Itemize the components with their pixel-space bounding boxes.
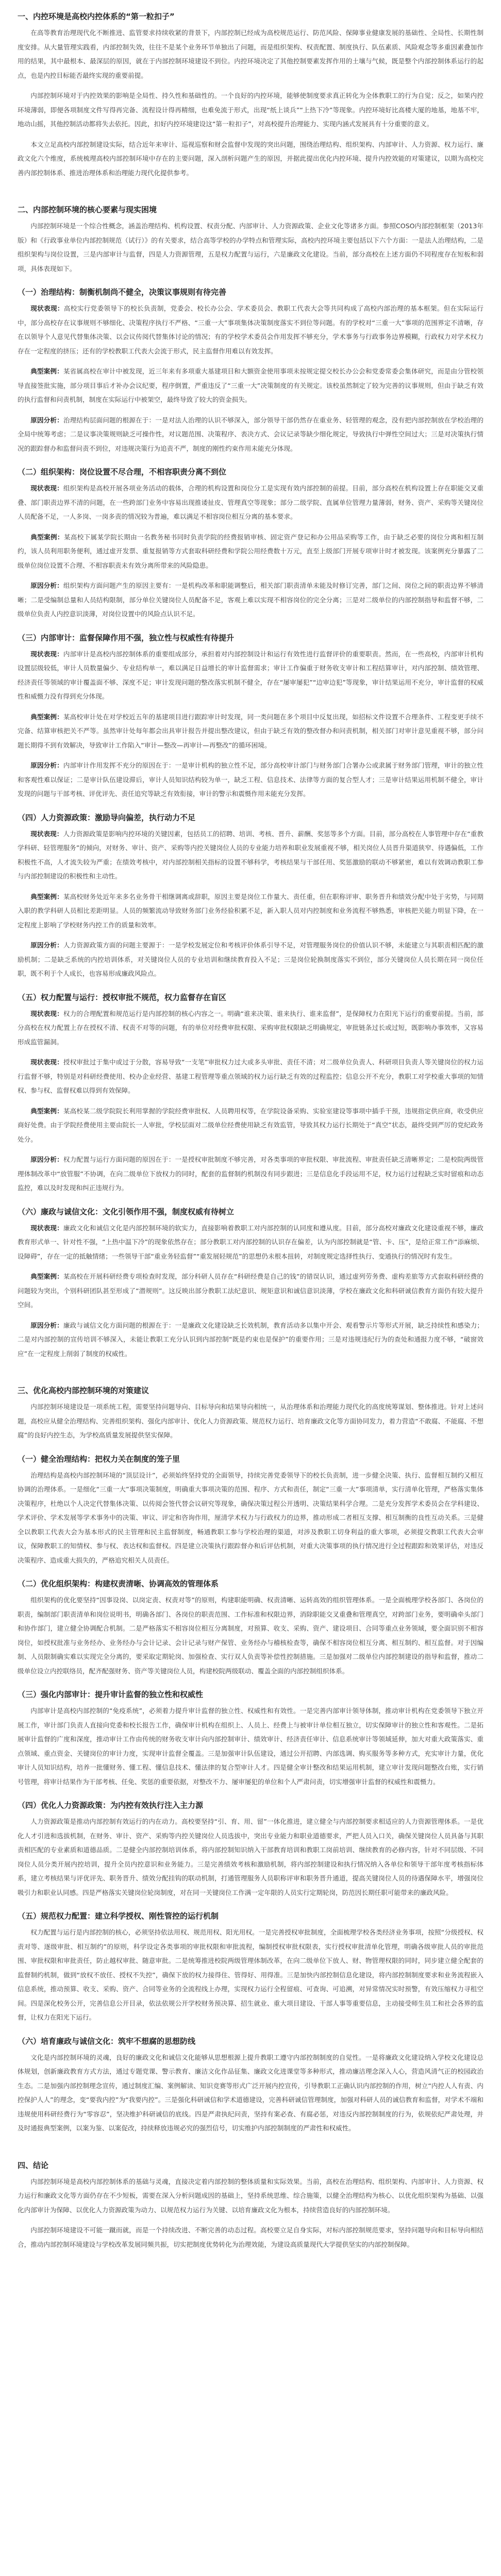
subsection-heading: （三）内部审计：监督保障作用不强，独立性与权威性有待提升 xyxy=(18,633,235,642)
paragraph xyxy=(18,1269,483,1312)
subsection-heading: （三）强化内部审计：提升审计监督的独立性和权威性 xyxy=(18,1690,204,1699)
paragraph-lead-label: 原因分析： xyxy=(30,582,63,589)
paragraph xyxy=(18,1593,483,1678)
paragraph xyxy=(18,1153,483,1195)
paragraph-lead-label: 原因分析： xyxy=(30,1156,63,1163)
paragraph xyxy=(18,647,483,704)
paragraph xyxy=(18,1704,483,1789)
paragraph xyxy=(18,1104,483,1147)
paragraph xyxy=(18,1221,483,1264)
paragraph-lead-label: 典型案例： xyxy=(30,1107,63,1115)
subsection-heading: （五）权力配置与运行：授权审批不规范，权力监督存在盲区 xyxy=(18,992,227,1002)
paragraph-text: 内部控制环境建设不可能一蹴而就，而是一个持续改进、不断完善的动态过程。高校要立足自身实际，对标内部控制规范要求，坚持问题导向和目标导向相结合，推动内部控制环境建设与学校改革发展同频共振，切实把制度优势转化为治理效能，为建设高质量现代大学提供坚实的内部控制保障。 xyxy=(18,2226,483,2248)
subsection-heading: （一）健全治理结构：把权力关在制度的笼子里 xyxy=(18,1454,180,1464)
section-gap xyxy=(18,2142,483,2156)
paragraph-text: 内部控制环境建设是一项系统工程，需要坚持问题导向、目标导向和结果导向相统一，从治理体系和治理能力现代化的高度统筹谋划、整体推进。针对上述问题，高校应从健全治理结构、完善组织架构、强化内部审计、优化人力资源政策、规范权力运行、培育廉政文化等方面协同发力，着力营造“不敢腐、不能腐、不想腐”的良好内控生态，为学校高质量发展提供坚实保障。 xyxy=(18,1403,483,1439)
paragraph-text: 治理结构层面问题的根源在于：一是对法人治理的认识不够深入，部分领导干部仍然存在重业务、轻管理的观念，没有把内部控制放在学校治理的全局中统筹考虑；二是议事决策规则缺乏可操作性，对议题范围、决策程序、表决方式、会议记录等缺少细化规定，导致执行中弹性空间过大；三是对决策执行情况的跟踪督办和监督问责不到位，对违规决策行为追责不严，制度的刚性约束作用未能充分体现。 xyxy=(18,416,484,452)
paragraph-text: 组织架构是高校开展各项业务活动的载体，合理的机构设置和岗位分工是实现有效内部控制的前提。目前，部分高校在机构设置上存在职能交叉重叠、部门职责边界不清的问题，在一些跨部门业务中容易出现推诿扯皮、管理真空等现象；部分二级学院、直属单位管理力量薄弱，财务、资产、采购等关键岗位人员配备不足，一人多岗、一岗多责的情况较为普遍，难以满足不相容岗位相互分离的基本要求。 xyxy=(18,484,484,520)
paragraph xyxy=(18,219,483,276)
paragraph-text: 内部审计是高校内部控制的“免疫系统”，必须着力提升审计监督的独立性、权威性和有效性。一是完善内部审计领导体制，推动审计机构在党委领导下独立开展工作，审计部门负责人直接向党委和校长报告工作，确保审计机构在组织上、人员上、经费上与被审计单位相互独立，切实保障审计的独立性和客观性。二是拓展审计监督的广度和深度，推动审计工作由传统的财务收支审计向内部控制审计、绩效审计、经济责任审计、信息系统审计等领域延伸，加大对重大政策落实、重点领域、重点资金、关键岗位的审计力度，实现审计监督全覆盖。三是加强审计队伍建设，通过公开招聘、内部选调、购买服务等多种方式，充实审计力量，优化审计人员知识结构，培养一批懂财务、懂工程、懂信息技术、懂法律的复合型审计人才。四是健全审计整改和结果运用机制，建立审计发现问题整改台账，实行销号管理，将审计结果作为干部考核、任免、奖惩的重要依据，对整改不力、屡审屡犯的单位和个人严肃问责，切实增强审计监督的权威性和震慑力。 xyxy=(18,1707,483,1786)
subsection-heading: （六）廉政与诚信文化：文化引领作用不强，制度权威有待树立 xyxy=(18,1207,235,1216)
document-body xyxy=(18,7,483,2251)
paragraph-lead-label: 原因分析： xyxy=(30,761,63,769)
paragraph-text: 人力资源政策方面的问题主要源于：一是学校发展定位和考核评价体系引导不足，对管理服务岗位的价值认识不够，未能建立与其职责相匹配的激励机制；二是缺乏系统的内控培训体系，对关键岗位人员的专业培训和继续教育投入不足；三是岗位轮换制度落实不到位，部分关键岗位人员长期在同一岗位任职，既不利于个人成长，也容易形成廉政风险点。 xyxy=(18,941,484,977)
paragraph-text: 廉政文化和诚信文化是内部控制环境的软实力，直接影响着教职工对内部控制的认同度和遵从度。目前，部分高校对廉政文化建设重视不够，廉政教育形式单一、针对性不强，“上热中温下冷”的现象依然存在；部分教职工对内部控制的认识存在偏差，认为内部控制就是“管、卡、压”，是给正常工作“添麻烦、设障碍”，存在一定的抵触情绪；一些领导干部“重业务轻监督”“重发展轻规范”的思想仍未根本扭转，对制度规定选择性执行、变通执行的情况时有发生。 xyxy=(18,1224,484,1260)
paragraph-text: 本文立足高校内部控制建设实际，结合近年来审计、巡视巡察和财会监督中发现的突出问题，围绕治理结构、组织架构、内部审计、人力资源、权力运行、廉政文化六个维度，系统梳理高校内部控制环境中存在的主要问题，深入剖析问题产生的原因，并据此提出优化内控环境、提升内控效能的对策建议，以期为高校完善内部控制体系、推进治理体系和治理能力现代化提供参考。 xyxy=(18,140,483,177)
paragraph xyxy=(18,301,483,358)
paragraph xyxy=(18,413,483,456)
paragraph-lead-label: 现状表现： xyxy=(30,829,63,838)
paragraph-lead-label: 原因分析： xyxy=(30,941,63,949)
paragraph-text: 组织架构方面问题产生的原因主要有：一是机构改革和职能调整后，相关部门职责清单未能及时修订完善，部门之间、岗位之间的职责边界不够清晰；二是受编制总量和人员结构限制，部分单位关键岗位人员配备不足，客观上难以实现不相容岗位的完全分离；三是对二级单位的内部控制指导和监督不够，二级单位负责人内控意识淡薄，对岗位设置中的风险点认识不足。 xyxy=(18,582,484,618)
paragraph-text: 内部控制环境对于内控效果的影响是全局性、持久性和基础性的。一个良好的内控环境，能够使制度要求真正转化为全体教职工的行为自觉；反之，如果内控环境薄弱，即便各项制度文件写得再完备、流程设计得再精细，也难免流于形式，出现“纸上谈兵”“上热下冷”等现象。内控环境好比高楼大厦的地基，地基不牢，地动山摇，其他控制活动都将失去依托。因此，扣好内控环境建设这“第一粒扣子”，对高校提升治理能力、实现内涵式发展具有十分重要的意义。 xyxy=(18,92,483,128)
paragraph-lead-label: 原因分析： xyxy=(30,1321,63,1329)
paragraph-text: 人力资源政策是推动内部控制有效运行的内在动力。高校要坚持“引、育、用、留”一体化推进，建立健全与内部控制要求相适应的人力资源管理体系。一是优化人才引进和选拔机制，在财务、审计、资产、采购等内控关键岗位人员选拔中，突出专业能力和职业道德要求，严把人员入口关，确保关键岗位人员具备与其职责相匹配的专业素质和道德品质。二是健全内部控制培训体系，将内部控制知识纳入干部教育培训和教职工岗前培训、继续教育的必修内容，针对不同层级、不同岗位人员分类开展内控培训，提升全员内控意识和业务能力。三是完善绩效考核和激励机制，将内部控制建设和执行情况纳入各单位和领导干部年度考核指标体系，建立考核结果与评优评先、职务晋升、绩效分配挂钩的联动机制，打通管理服务人员职称评审和职务晋升通道，提高关键岗位人员的待遇保障水平，增强岗位吸引力和职业认同感。四是严格落实关键岗位轮岗制度，对在同一关键岗位工作满一定年限的人员实行定期轮岗，防范因长期任职可能带来的廉政风险。 xyxy=(18,1818,483,1896)
paragraph-lead-label: 现状表现： xyxy=(30,1009,63,1018)
paragraph-text: 内部审计是高校内部控制体系的重要组成部分，承担着对内部控制设计和运行有效性进行监督评价的重要职责。然而，在一些高校，内部审计机构设置层级较低，审计人员数量偏少、专业结构单一，难以满足日益增长的审计监督需求；审计工作偏重于财务收支审计和工程结算审计，对内部控制、绩效管理、经济责任等领域的审计覆盖面不够、深度不足；审计发现问题的整改落实机制不健全，存在“屡审屡犯”“边审边犯”等现象，审计结果运用不充分，审计监督的权威性和威慑力没有得到充分体现。 xyxy=(18,650,484,700)
paragraph-text: 内部控制环境是一个综合性概念，涵盖治理结构、机构设置、权责分配、内部审计、人力资源政策、企业文化等诸多方面。参照COSO内部控制框架（2013年版）和《行政事业单位内部控制规范（试行）》的有关要求，结合高等学校的办学特点和管理实际，高校内控环境主要包括以下六个方面：一是法人治理结构，二是组织架构与岗位设置，三是内部审计与监督，四是人力资源管理，五是权力配置与运行，六是廉政文化建设。当前，部分高校在上述方面仍不同程度存在短板和弱项，具体表现如下。 xyxy=(18,222,483,273)
paragraph-text: 某省属高校在审计中被发现，近三年来有多项重大基建项目和大额资金使用事项未按规定提交校长办公会和党委常委会集体研究，而是由分管校领导直接签批实施，部分项目事后才补办会议纪要，程序倒置，严重违反了“三重一大”决策制度的有关规定。该校虽然制定了较为完善的议事规则，但由于缺乏有效的执行监督和问责机制，制度在实际运行中被架空，最终导致了较大的资金损失。 xyxy=(18,367,484,403)
paragraph xyxy=(18,1815,483,1900)
paragraph-text: 权力配置与运行是内部控制的核心，必须坚持依法用权、规范用权、阳光用权。一是完善授权审批制度，全面梳理学校各类经济业务事项，按照“分级授权、权责对等、逐级审批、相互制约”的原则，科学设定各类事项的审批权限和审批流程，编制授权审批权限表，实行授权审批清单化管理，明确各级审批人员的审批范围、审批权限和审批责任，防止越权审批、随意审批。二是统筹推进校院两级管理体制改革，在向二级单位下放人、财、物管理权限的同时，同步建立健全配套的监督制约机制，做到“放权不放任、授权不失控”，确保下放的权力接得住、管得好、用得准。三是加快内部控制信息化建设，将内部控制制度要求和业务流程嵌入信息系统，推动预算、收支、采购、资产、合同等业务的全流程线上办理，实现权力运行全程留痕、可查询、可追溯，对异常情况实时预警，有效压缩权力寻租空间。四是深化校务公开，完善信息公开目录，依法依规公开学校财务预决算、招生就业、重大项目建设、干部人事等重要信息，主动接受师生员工和社会各界的监督，让权力在阳光下运行。 xyxy=(18,1928,483,2021)
paragraph-text: 内部审计作用发挥不充分的原因在于：一是审计机构的独立性不足，部分高校审计部门与财务部门合署办公或隶属于财务部门管理，审计的独立性和客观性难以保证；二是审计队伍建设滞后，审计人员知识结构较为单一，缺乏工程、信息技术、法律等方面的复合型人才；三是审计结果运用机制不健全，审计发现的问题与干部考核、评优评先、责任追究等缺乏有效衔接，审计的警示和震慑作用未能充分发挥。 xyxy=(18,761,484,798)
subsection-heading: （五）规范权力配置：建立科学授权、刚性管控的运行机制 xyxy=(18,1911,219,1921)
paragraph xyxy=(18,579,483,621)
paragraph xyxy=(18,1468,483,1568)
paragraph-text: 某高校在开展科研经费专项检查时发现，部分科研人员存在“科研经费是自己的钱”的错误认识，通过虚列劳务费、虚构差旅等方式套取科研经费的问题较为突出，个别科研团队甚至形成了“潜规则”。这反映出部分教职工法纪意识、规矩意识和诚信意识淡薄，学校在廉政文化和科研诚信教育方面仍有较大提升空间。 xyxy=(18,1273,483,1309)
paragraph-lead-label: 典型案例： xyxy=(30,1273,63,1280)
paragraph-text: 文化是内部控制环境的灵魂，良好的廉政文化和诚信文化能够从思想根源上提升教职工遵守内部控制制度的自觉性。一是将廉政文化建设纳入学校文化建设总体规划，创新廉政教育方式方法，通过专题党课、警示教育、廉洁文化作品征集、廉政文化进课堂等多种形式，推动廉洁理念深入人心，营造风清气正的校园政治生态。二是加强内部控制理念宣传，通过制度汇编、案例解读、知识竞赛等形式广泛开展内控宣传，引导教职工正确认识内部控制的作用，树立“内控人人有责、内控保护人人”的理念，变“要我内控”为“我要内控”。三是强化科研诚信和学术道德建设，完善科研诚信管理制度，加强对科研人员的诚信教育和监督，对学术不端和违规使用科研经费行为“零容忍”，坚决维护科研诚信的底线。四是严肃执纪问责，坚持有案必查、有腐必惩，对违反内部控制制度的行为，依规依纪严肃处理，并及时通报典型案例，以案为鉴、以案促改，持续释放违规必究的强烈信号，切实维护内部控制制度的严肃性和权威性。 xyxy=(18,2053,483,2132)
paragraph-text: 治理结构是高校内部控制环境的“顶层设计”，必须始终坚持党的全面领导，持续完善党委领导下的校长负责制，进一步健全决策、执行、监督相互制约又相互协调的治理体系。一是细化“三重一大”事项决策制度，明确重大事项决策的范围、程序、方式和责任，制定“三重一大”事项清单，实行清单化管理，严格落实集体决策程序，杜绝以个人决定代替集体决策、以传阅会签代替会议研究等现象，确保决策过程公开透明、决策结果科学合理。二是充分发挥学术委员会在学科建设、学术评价、学术发展等学术事务中的决策、审议、评定和咨询作用，厘清学术权力与行政权力的边界，推动形成二者相互支撑、相互制衡的良性互动关系。三是健全以教职工代表大会为基本形式的民主管理和民主监督制度，畅通教职工参与学校治理的渠道，对涉及教职工切身利益的重大事项，必须提交教职工代表大会审议，保障教职工的知情权、参与权、表达权和监督权。四是建立决策执行跟踪督办和后评估机制，对重大决策事项的执行情况进行全过程跟踪和效果评估，对违反决策程序、造成重大损失的，严格追究相关人员责任。 xyxy=(18,1471,483,1564)
paragraph xyxy=(18,364,483,407)
paragraph xyxy=(18,26,483,82)
paragraph-lead-label: 现状表现： xyxy=(30,304,64,312)
paragraph xyxy=(18,530,483,573)
section-heading: 一、内控环境是高校内控体系的“第一粒扣子” xyxy=(18,12,175,21)
paragraph-lead-label: 现状表现： xyxy=(30,1058,63,1066)
subsection-heading: （一）治理结构：制衡机制尚不健全，决策议事规则有待完善 xyxy=(18,287,227,297)
paragraph xyxy=(18,827,483,884)
paragraph xyxy=(18,938,483,981)
section-gap xyxy=(18,1367,483,1381)
paragraph xyxy=(18,1007,483,1049)
paragraph-lead-label: 现状表现： xyxy=(30,1224,63,1232)
paragraph-lead-label: 现状表现： xyxy=(30,650,63,658)
paragraph xyxy=(18,1055,483,1098)
paragraph-text: 内部控制环境是高校内部控制体系的基础与灵魂，直接决定着内部控制的整体质量和实际效果。当前，高校在治理结构、组织架构、内部审计、人力资源、权力运行和廉政文化等方面仍存在不少短板，需要在深入分析问题成因的基础上，坚持系统思维、综合施策，以健全治理结构为核心、以优化组织架构为基础、以强化内部审计为保障、以优化人力资源政策为动力、以规范权力运行为关键、以培育廉政文化为根本，持续营造良好的内部控制环境。 xyxy=(18,2177,483,2214)
paragraph-text: 某高校某二级学院院长利用掌握的学院经费审批权、人员聘用权等，在学院设备采购、实验室建设等事项中插手干预，违规指定供应商，收受供应商好处费。由于学院经费使用主要由院长一人审批，学校层面对二级单位经费使用缺乏有效监管，导致其权力运行长期处于“真空”状态，最终受到严厉的党纪政务处分。 xyxy=(18,1107,484,1143)
paragraph-lead-label: 典型案例： xyxy=(30,533,64,541)
section-heading: 三、优化高校内部控制环境的对策建议 xyxy=(18,1386,149,1395)
paragraph-text: 授权审批过于集中或过于分散，容易导致“一支笔”审批权力过大或多头审批、责任不清；对二级单位负责人、科研项目负责人等关键岗位的权力运行监督不够，特别是对科研经费使用、校办企业经营、基建工程管理等重点领域的权力运行缺乏有效的过程监控；信息公开不充分，教职工对学校重大事项的知情权、参与权、监督权难以得到有效保障。 xyxy=(18,1058,483,1094)
subsection-heading: （二）组织架构：岗位设置不尽合理，不相容职责分离不到位 xyxy=(18,467,227,477)
paragraph xyxy=(18,758,483,801)
paragraph-text: 廉政与诚信文化方面问题的根源在于：一是廉政文化建设缺乏长效机制，教育活动多以集中开会、观看警示片等形式开展，缺乏持续性和感染力；二是对内部控制的宣传培训不够深入，未能让教职工充分认识到内部控制“既是约束也是保护”的重要作用；三是对违规违纪行为的查处和通报力度不够，“破窗效应”在一定程度上削弱了制度的权威性。 xyxy=(18,1321,484,1358)
paragraph-text: 高校实行党委领导下的校长负责制，党委会、校长办公会、学术委员会、教职工代表大会等共同构成了高校内部治理的基本框架。但在实际运行中，部分高校存在议事规则不够细化、决策程序执行不严格、“三重一大”事项集体决策制度落实不到位等问题。有的学校对“三重一大”事项的范围界定不清晰，存在以领导个人意见代替集体决策、以会议传阅代替集体讨论的情况；有的学校学术委员会作用发挥不够充分，学术事务与行政事务边界模糊，行政权力对学术权力存在一定程度的挤压；还有的学校教职工代表大会流于形式，民主监督作用难以有效发挥。 xyxy=(18,304,484,355)
paragraph-text: 权力的合理配置和规范运行是内部控制的核心内容之一。明确“谁来决策、谁来执行、谁来监督”，是保障权力在阳光下运行的重要前提。当前，部分高校在权力配置上存在授权不清、权责不对等的问题，有的单位对经费审批权限、采购审批权限缺乏明确规定，审批链条过长或过短，既影响办事效率，又容易形成监管漏洞。 xyxy=(18,1009,483,1046)
paragraph xyxy=(18,1400,483,1443)
paragraph xyxy=(18,138,483,180)
paragraph xyxy=(18,1318,483,1361)
section-gap xyxy=(18,186,483,200)
subsection-heading: （六）培育廉政与诚信文化：筑牢不想腐的思想防线 xyxy=(18,2036,196,2046)
section-heading: 四、结论 xyxy=(18,2160,49,2170)
paragraph-text: 某高校审计处在对学校近五年的基建项目进行跟踪审计时发现，同一类问题在多个项目中反复出现，如招标文件设置不合理条件、工程变更手续不完备、结算审核把关不严等。虽然审计处每年都会出具审计报告并提出整改建议，但由于缺乏有效的整改督办和问责机制，相关部门对审计意见重视不够，部分问题长期得不到有效解决，导致审计工作陷入“审计—整改—再审计—再整改”的循环困境。 xyxy=(18,713,484,749)
paragraph xyxy=(18,2175,483,2217)
paragraph xyxy=(18,890,483,933)
paragraph-lead-label: 现状表现： xyxy=(30,484,63,492)
subsection-heading: （四）人力资源政策：激励导向偏差，执行动力不足 xyxy=(18,812,196,822)
subsection-heading: （二）优化组织架构：构建权责清晰、协调高效的管理体系 xyxy=(18,1579,219,1588)
paragraph xyxy=(18,89,483,131)
paragraph-text: 人力资源政策是影响内控环境的关键因素，包括员工的招聘、培训、考核、晋升、薪酬、奖惩等多个方面。目前，部分高校在人事管理中存在“重教学科研、轻管理服务”的倾向，对财务、审计、资产、采购等内控关键岗位人员的专业能力培养和职业发展重视不够，相关岗位人员晋升渠道狭窄、待遇偏低，工作积极性不高，人才流失较为严重；在绩效考核中，对内部控制相关指标的设置不够科学，考核结果与干部任用、奖惩激励的联动不够紧密，难以有效调动教职工参与内部控制建设的积极性和主动性。 xyxy=(18,829,484,880)
paragraph xyxy=(18,2223,483,2251)
paragraph-lead-label: 典型案例： xyxy=(30,713,63,721)
paragraph xyxy=(18,481,483,524)
paragraph-text: 某高校下属某学院长期由一名教务秘书同时负责学院的经费报销审核、固定资产登记和办公用品采购等工作，由于缺乏必要的岗位分离和相互制约，该人员利用职务便利，通过虚开发票、重复报销等方式套取科研经费和学院公用经费数十万元，直至上级部门开展专项审计时才被发现。该案例充分暴露了二级单位岗位设置不合理、不相容职责未有效分离所带来的风险隐患。 xyxy=(18,533,484,569)
paragraph-lead-label: 典型案例： xyxy=(30,367,63,375)
paragraph-lead-label: 典型案例： xyxy=(30,892,63,901)
paragraph xyxy=(18,710,483,753)
paragraph xyxy=(18,2050,483,2136)
paragraph-text: 权力配置与运行方面问题的原因在于：一是授权审批制度不够完善，对各类事项的审批权限、审批流程、审批责任缺乏清晰界定；二是校院两级管理体制改革中“放管服”不协调，在向二级单位下放权力的同时，配套的监督制约机制没有同步跟进；三是信息化手段运用不足，权力运行过程缺乏实时留痕和动态监控，难以及时发现和纠正违规行为。 xyxy=(18,1156,484,1192)
paragraph-lead-label: 原因分析： xyxy=(30,416,63,424)
paragraph-text: 某高校财务处近年来多名业务骨干相继调离或辞职，原因主要是岗位工作量大、责任重，但在职称评审、职务晋升和绩效分配中处于劣势，与同期入职的教学科研人员相比差距明显。人员的频繁流动导致财务部门业务经验积累不足，新入职人员对内控制度和业务流程不够熟悉，审核把关能力明显下降，在一定程度上影响了学校财务内控工作的质量和效率。 xyxy=(18,892,484,929)
paragraph-text: 在高等教育治理现代化不断推进、监管要求持续收紧的背景下，内部控制已经成为高校规范运行、防范风险、保障事业健康发展的基础性、全局性、长期性制度安排。从大量管理实践看，内部控制失效，往往不是某个业务环节单独出了问题，而是组织架构、权责配置、制度执行、队伍素质、风险观念等多重因素叠加作用的结果，其中最根本、最深层的原因，就在于内部控制环境建设不到位。内控环境决定了其他控制要素发挥作用的土壤与气候，既是整个内部控制体系运行的起点，也是内控目标能否最终实现的重要前提。 xyxy=(18,29,483,79)
section-heading: 二、内部控制环境的核心要素与现实困境 xyxy=(18,205,157,214)
subsection-heading: （四）优化人力资源政策：为内控有效执行注入主力源 xyxy=(18,1801,204,1810)
paragraph xyxy=(18,1925,483,2025)
paragraph-text: 组织架构的优化要坚持“因事设岗、以岗定责、权责对等”的原则，构建职能明确、权责清晰、运转高效的组织管理体系。一是全面梳理学校各部门、各岗位的职责，编制部门职责清单和岗位说明书，明确各部门、各岗位的职责范围、工作标准和权限边界，消除职能交叉重叠和管理真空，对跨部门业务，要明确牵头部门和协作部门，建立健全协调配合机制。二是严格落实不相容岗位相互分离制度，对预算、收支、采购、资产、建设项目、合同等重点业务领域，要全面识别不相容岗位，如授权批准与业务经办、业务经办与会计记录、会计记录与财产保管、业务经办与稽核检查等，确保不相容岗位相互分离、相互制约、相互监督。对于因编制、人员限制确实难以实现完全分离的，要采取定期轮岗、加强检查、实行双人负责等补偿性控制措施。三是加强对二级单位内部控制建设的指导和监督，推动二级单位设立内控联络员，配齐配强财务、资产等关键岗位人员，构建校院两级联动、覆盖全面的内部控制组织体系。 xyxy=(18,1596,483,1675)
